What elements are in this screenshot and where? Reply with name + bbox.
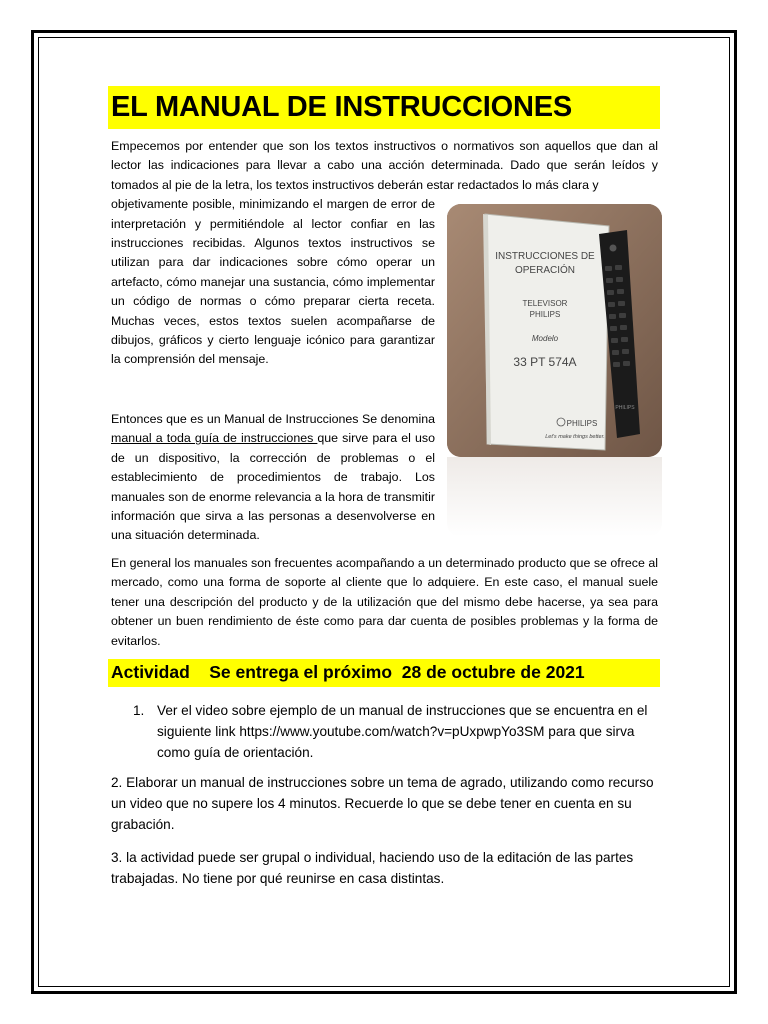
activity-item-2: 2. Elaborar un manual de instrucciones sobre un tema de agrado, utilizando como recurso un video que no supere los 4 minutos. Recuerde lo que se debe tener en cuenta en su grabación.: [111, 775, 654, 832]
definition-underlined-phrase: manual a toda guía de instrucciones: [111, 431, 318, 446]
paragraph-definition-start: Entonces que es un Manual de Instrucciones Se denomina: [111, 412, 435, 426]
page-title: EL MANUAL DE INSTRUCCIONES: [111, 91, 572, 123]
paragraph-intro-narrow: objetivamente posible, minimizando el margen de error de interpretación y permitiéndole al lector confiar en las instrucciones recibidas. Algunos textos instructivos se utilizan para dar indicaciones sobre cómo operar un artefacto, cómo manejar una sustancia, cómo implementar un código de normas o cómo preparar cierta receta. Muchas veces, estos textos suelen acompañarse de dibujos, gráficos y cierto lenguaje icónico para garantizar la comprensión del mensaje.: [111, 197, 435, 367]
remote-brand: PHILIPS: [615, 405, 635, 411]
booklet-line-2: OPERACIÓN: [514, 265, 576, 276]
booklet-slogan: Let's make things better.: [545, 434, 605, 440]
booklet-line-5: Modelo: [531, 334, 559, 343]
booklet-line-3: TELEVISOR: [522, 299, 568, 308]
activity-heading: Actividad Se entrega el próximo 28 de octubre de 2021: [111, 662, 585, 682]
photo-illustration: [447, 204, 662, 457]
activity-item-3: 3. la actividad puede ser grupal o individual, haciendo uso de la editación de las partes trabajadas. No tiene por qué reunirse en casa distintas.: [111, 850, 634, 886]
activity-item-1-number: 1.: [133, 703, 145, 718]
photo-reflection: [447, 457, 662, 537]
paragraph-general: En general los manuales son frecuentes acompañando a un determinado producto que se ofrece al mercado, como una forma de soporte al cliente que lo adquiere. En este caso, el manual suele tener una descripción del producto y de la utilización que del mismo debe hacerse, ya sea para obtener un buen rendimiento de éste como para dar cuenta de posibles problemas y la forma de evitarlos.: [111, 556, 658, 648]
manual-and-remote-photo: [447, 204, 662, 457]
booklet-line-6: 33 PT 574A: [513, 355, 577, 369]
activity-item-1: Ver el video sobre ejemplo de un manual de instrucciones que se encuentra en el siguiente link https://www.youtube.com/watch?v=pUxpwpYo3SM para que sirva como guía de orientación.: [157, 703, 648, 760]
paragraph-intro-wide: Empecemos por entender que son los textos instructivos o normativos son aquellos que dan al lector las indicaciones para llevar a cabo una acción determinada. Dado que serán leídos y tomados al pie de la letra, los textos instructivos deberán estar redactados lo más clara y: [111, 139, 658, 192]
booklet-line-4: PHILIPS: [529, 310, 561, 319]
paragraph-definition: [111, 410, 435, 546]
booklet-line-1: INSTRUCCIONES DE: [495, 251, 595, 262]
booklet-brand: PHILIPS: [566, 419, 598, 428]
paragraph-definition-end: que sirve para el uso de un dispositivo, la corrección de problemas o el establecimiento de procedimientos de trabajo. Los manuales son de enorme relevancia a la hora de transmitir información que sirva a las personas a desenvolverse en una situación determinada.: [111, 431, 435, 543]
